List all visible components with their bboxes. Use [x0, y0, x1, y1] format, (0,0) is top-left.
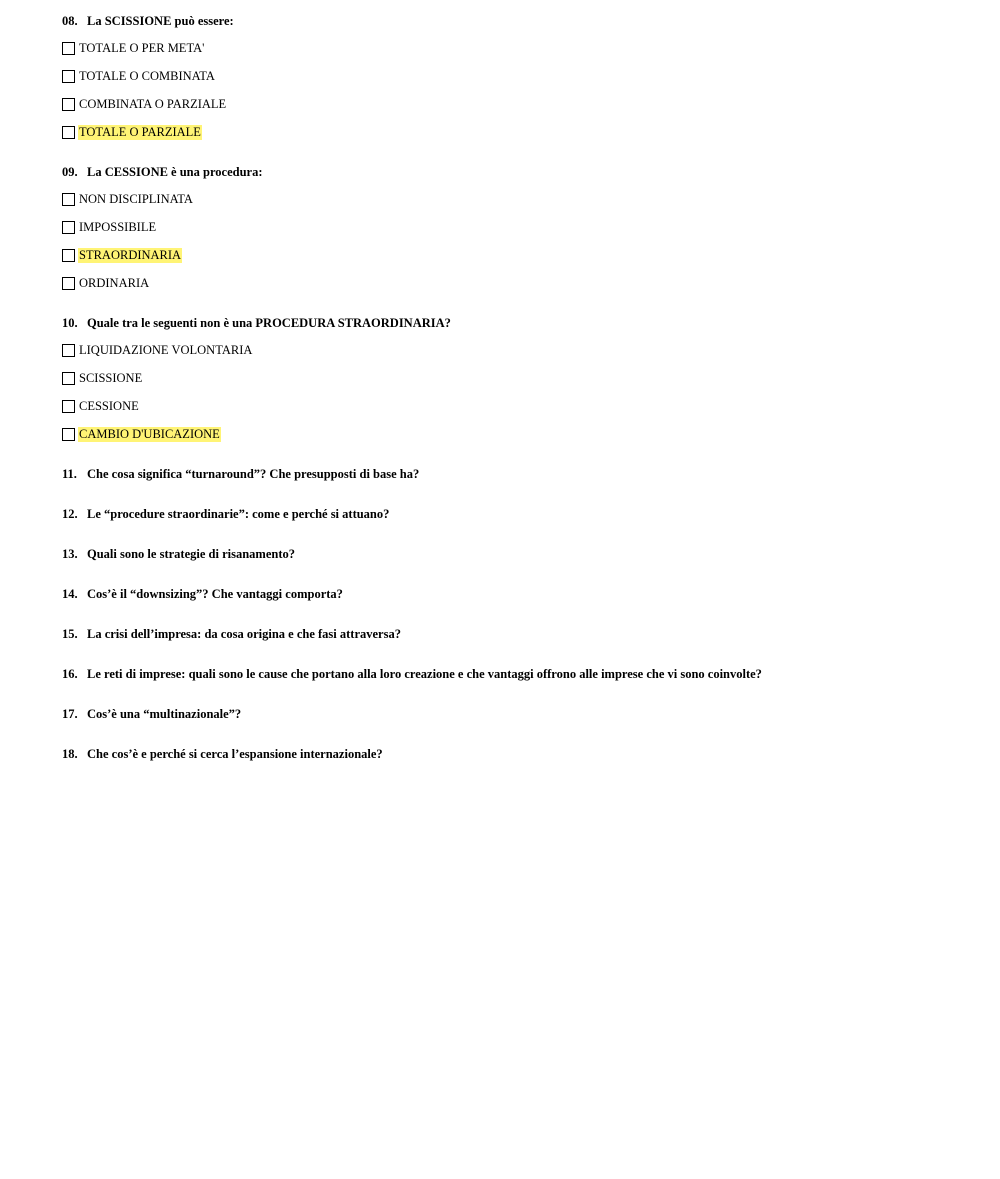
open-question	[62, 585, 962, 603]
open-question	[62, 665, 962, 683]
checkbox-icon[interactable]	[62, 400, 75, 413]
question-number: 17.	[62, 707, 78, 721]
question-number: 15.	[62, 627, 78, 641]
option-label-highlighted: TOTALE O PARZIALE	[79, 124, 201, 139]
question-label: Le “procedure straordinarie”: come e perché si attuano?	[87, 507, 390, 521]
option-label: COMBINATA O PARZIALE	[79, 96, 227, 111]
quiz-page	[62, 12, 962, 785]
question-label: Che cosa significa “turnaround”? Che presupposti di base ha?	[87, 467, 420, 481]
question-number: 14.	[62, 587, 78, 601]
option-item[interactable]	[62, 122, 962, 142]
question-number: 16.	[62, 667, 78, 681]
option-label: ORDINARIA	[79, 275, 150, 290]
question-text	[62, 163, 962, 181]
option-item[interactable]	[62, 273, 962, 293]
option-label: TOTALE O PER META'	[79, 40, 205, 55]
option-item[interactable]	[62, 340, 962, 360]
checkbox-icon[interactable]	[62, 42, 75, 55]
open-question	[62, 465, 962, 483]
open-question	[62, 625, 962, 643]
option-list	[62, 189, 962, 293]
option-label: CESSIONE	[79, 398, 139, 413]
option-label-highlighted: CAMBIO D'UBICAZIONE	[79, 426, 220, 441]
question-number: 11.	[62, 467, 77, 481]
question-label: Cos’è una “multinazionale”?	[87, 707, 242, 721]
question-label: Che cos’è e perché si cerca l’espansione internazionale?	[87, 747, 383, 761]
option-item[interactable]	[62, 66, 962, 86]
open-question	[62, 745, 962, 763]
option-label: SCISSIONE	[79, 370, 143, 385]
checkbox-icon[interactable]	[62, 221, 75, 234]
option-item[interactable]	[62, 368, 962, 388]
option-label-highlighted: STRAORDINARIA	[79, 247, 182, 262]
option-label: LIQUIDAZIONE VOLONTARIA	[79, 342, 253, 357]
open-question-list	[62, 465, 962, 763]
checkbox-icon[interactable]	[62, 98, 75, 111]
question-label: La crisi dell’impresa: da cosa origina e che fasi attraversa?	[87, 627, 401, 641]
open-question	[62, 505, 962, 523]
question-label: Cos’è il “downsizing”? Che vantaggi comporta?	[87, 587, 343, 601]
option-list	[62, 340, 962, 444]
question-label: Le reti di imprese: quali sono le cause che portano alla loro creazione e che vantaggi offrono alle imprese che vi sono coinvolte?	[87, 667, 762, 681]
question-number: 10.	[62, 316, 78, 330]
question-text	[62, 314, 962, 332]
question-number: 18.	[62, 747, 78, 761]
option-list	[62, 38, 962, 142]
open-question	[62, 545, 962, 563]
question-label: La CESSIONE è una procedura:	[87, 165, 263, 179]
option-label: NON DISCIPLINATA	[79, 191, 193, 206]
question-10	[62, 314, 962, 444]
checkbox-icon[interactable]	[62, 277, 75, 290]
option-label: TOTALE O COMBINATA	[79, 68, 215, 83]
checkbox-icon[interactable]	[62, 344, 75, 357]
option-item[interactable]	[62, 245, 962, 265]
question-label: La SCISSIONE può essere:	[87, 14, 234, 28]
option-item[interactable]	[62, 38, 962, 58]
checkbox-icon[interactable]	[62, 428, 75, 441]
checkbox-icon[interactable]	[62, 249, 75, 262]
question-label: Quale tra le seguenti non è una PROCEDURA STRAORDINARIA?	[87, 316, 451, 330]
question-09	[62, 163, 962, 293]
question-number: 13.	[62, 547, 78, 561]
question-number: 09.	[62, 165, 78, 179]
option-item[interactable]	[62, 94, 962, 114]
question-text	[62, 12, 962, 30]
checkbox-icon[interactable]	[62, 126, 75, 139]
question-08	[62, 12, 962, 142]
question-number: 12.	[62, 507, 78, 521]
option-item[interactable]	[62, 396, 962, 416]
open-question	[62, 705, 962, 723]
option-item[interactable]	[62, 424, 962, 444]
checkbox-icon[interactable]	[62, 193, 75, 206]
option-label: IMPOSSIBILE	[79, 219, 157, 234]
question-label: Quali sono le strategie di risanamento?	[87, 547, 295, 561]
question-number: 08.	[62, 14, 78, 28]
checkbox-icon[interactable]	[62, 372, 75, 385]
checkbox-icon[interactable]	[62, 70, 75, 83]
option-item[interactable]	[62, 189, 962, 209]
option-item[interactable]	[62, 217, 962, 237]
